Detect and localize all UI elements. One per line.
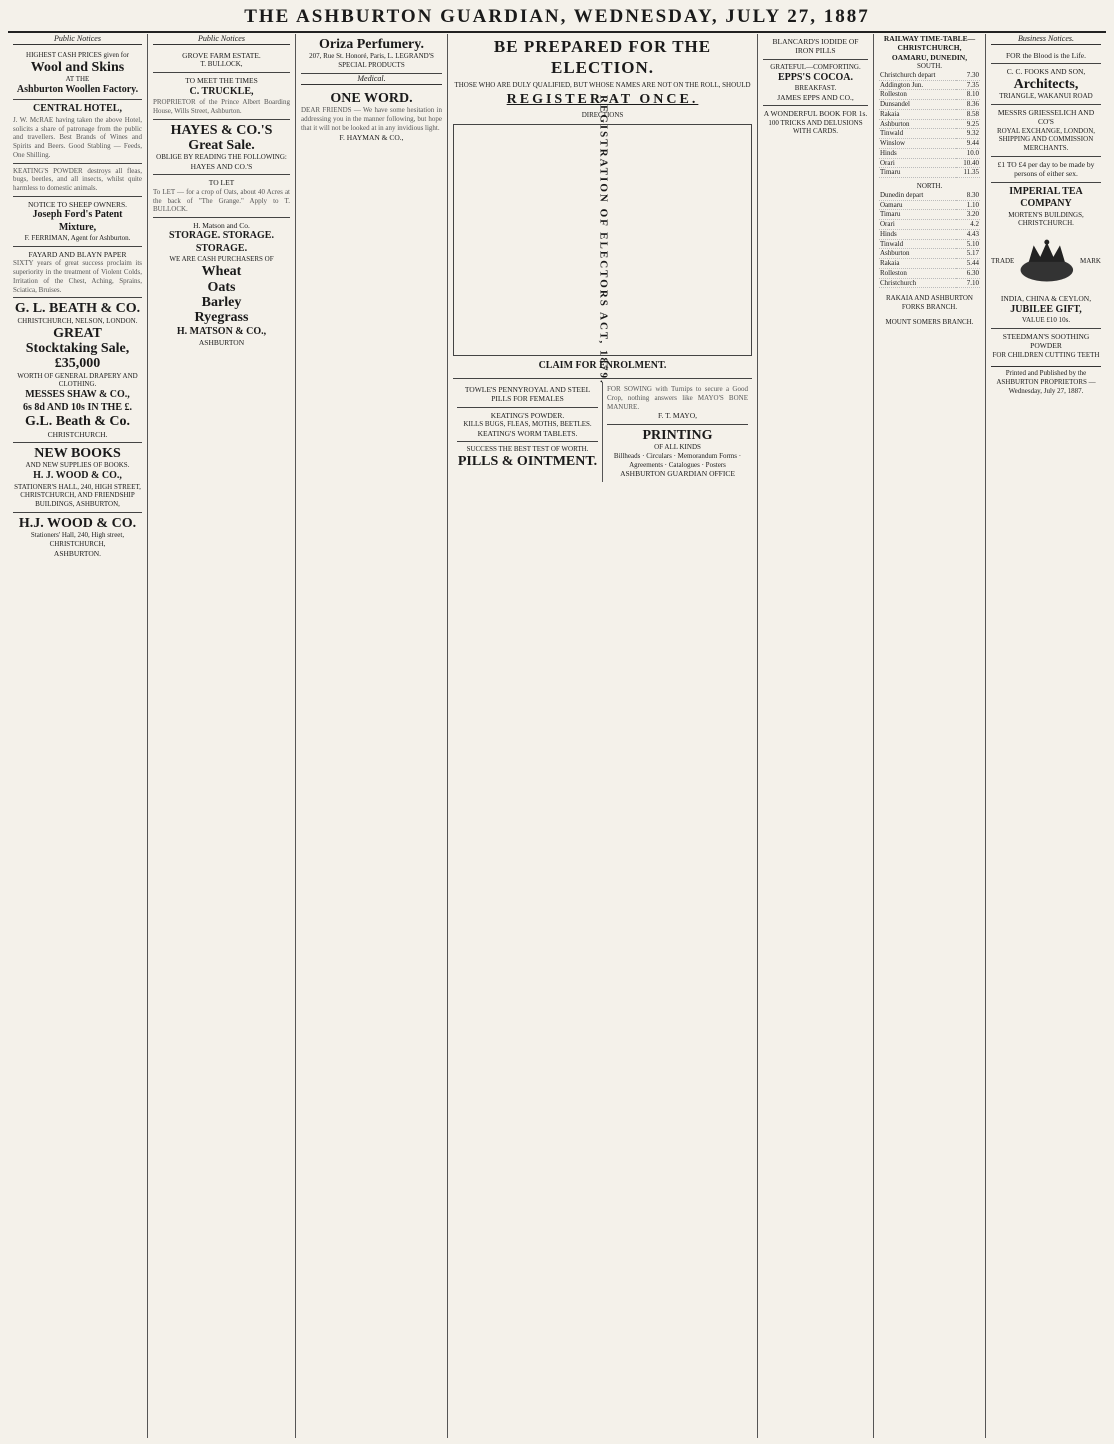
- columns: [8, 34, 1106, 1438]
- departure-time: 8.30: [956, 191, 980, 200]
- imprint-footer: Printed and Published by the ASHBURTON PROPRIETORS — Wednesday, July 27, 1887.: [991, 366, 1101, 395]
- departure-time: 3.20: [956, 210, 980, 220]
- timetable-row: [879, 139, 980, 149]
- grove-ad: [153, 48, 290, 73]
- departure-time: 6.30: [956, 268, 980, 278]
- timetable-row: [879, 268, 980, 278]
- cocoa-ad: [763, 60, 868, 106]
- blood-ad: [991, 48, 1101, 64]
- truckle-ad: [153, 73, 290, 119]
- ad-heading: H.J. WOOD & CO.: [18, 515, 137, 531]
- station-name: Rakaia: [879, 259, 956, 269]
- ad-heading: £1 TO £4 per day to be made by persons of either sex.: [997, 159, 1095, 179]
- ad-heading: H. MATSON & CO.,: [176, 325, 267, 337]
- tolet-ad: [153, 175, 290, 218]
- ad-heading: Architects,: [1013, 76, 1079, 92]
- towle-ad: [457, 382, 598, 408]
- ad-heading: Stocktaking Sale,: [25, 340, 130, 356]
- ad-text: AND NEW SUPPLIES OF BOOKS.: [25, 461, 130, 470]
- ad-body: FOR SOWING with Turnips to secure a Good Crop, nothing answers like MAYO'S BONE MANURE.: [607, 385, 748, 411]
- timetable-row: [879, 249, 980, 259]
- departure-time: 8.36: [956, 100, 980, 110]
- station-name: Rakaia: [879, 109, 956, 119]
- form-title: REGISTRATION OF ELECTORS ACT, 1879.: [597, 94, 610, 385]
- column-3: [296, 34, 448, 1438]
- departure-time: 5.44: [956, 259, 980, 269]
- ad-heading: H. J. WOOD & CO.,: [33, 470, 122, 482]
- ad-text: VALUE £10 10s.: [1021, 316, 1071, 325]
- ad-text: ASHBURTON: [198, 338, 245, 348]
- timetable-row: [879, 100, 980, 110]
- ad-heading: PILLS & OINTMENT.: [457, 454, 598, 469]
- ad-body: To LET — for a crop of Oats, about 40 Acres at the back of "The Grange." Apply to T. BULLOCK.: [153, 187, 290, 214]
- station-name: Ashburton: [879, 249, 956, 259]
- timetable-row: [879, 210, 980, 220]
- timetable-row: [879, 148, 980, 158]
- ad-heading: MESSES SHAW & CO.,: [25, 389, 130, 401]
- timetable-title: RAILWAY TIME-TABLE—CHRISTCHURCH, OAMARU, DUNEDIN,: [883, 34, 976, 62]
- station-name: Timaru: [879, 210, 956, 220]
- ad-text: Stationers' Hall, 240, High street, CHRISTCHURCH,: [30, 531, 125, 548]
- timetable-south: [879, 71, 980, 178]
- ad-text: SUCCESS THE BEST TEST OF WORTH.: [466, 445, 589, 454]
- ad-heading: G.L. Beath & Co.: [25, 414, 130, 430]
- departure-time: 10.0: [956, 148, 980, 158]
- departure-time: 5.10: [956, 239, 980, 249]
- timetable-row: [879, 191, 980, 200]
- ad-heading: Barley: [201, 294, 242, 310]
- timetable-section-label: MOUNT SOMERS BRANCH.: [885, 317, 974, 326]
- timetable-section-label: SOUTH.: [916, 62, 943, 71]
- ad-text: HAYES AND CO.'S: [190, 162, 253, 172]
- ad-text: OBLIGE BY READING THE FOLLOWING:: [156, 153, 287, 162]
- station-name: Orari: [879, 220, 956, 230]
- station-name: Dunedin depart: [879, 191, 956, 200]
- ad-body: KEATING'S POWDER destroys all fleas, bugs, beetles, and all insects, whilst quite harmless to domestic animals.: [13, 166, 142, 193]
- ad-text: KILLS BUGS, FLEAS, MOTHS, BEETLES.: [463, 420, 592, 429]
- timetable-row: [879, 158, 980, 168]
- timetable-row: [879, 119, 980, 129]
- station-name: Rolleston: [879, 90, 956, 100]
- mark-label: MARK: [1079, 256, 1101, 265]
- ad-heading: KEATING'S POWDER.: [490, 410, 565, 420]
- station-name: Tinwald: [879, 129, 956, 139]
- register-heading: REGISTER AT ONCE.: [506, 92, 699, 108]
- departure-time: 7.35: [956, 80, 980, 90]
- station-name: Addington Jun.: [879, 80, 956, 90]
- wood-ad: [13, 513, 142, 561]
- ad-heading: Wheat: [201, 264, 242, 280]
- ad-text: TRIANGLE, WAKANUI ROAD: [999, 92, 1093, 101]
- ad-text: WE ARE CASH PURCHASERS OF: [169, 255, 274, 264]
- departure-time: 9.44: [956, 139, 980, 149]
- blancard-ad: [763, 34, 868, 60]
- ad-heading: TO LET: [208, 178, 235, 188]
- trade-label: TRADE: [991, 256, 1015, 265]
- sheep-ad: [13, 197, 142, 247]
- section-header: Medical.: [301, 74, 442, 85]
- sub-column-1: [453, 382, 603, 482]
- timetable-row: [879, 229, 980, 239]
- departure-time: 8.58: [956, 109, 980, 119]
- ad-heading: Ashburton Woollen Factory.: [16, 83, 139, 95]
- ad-heading: PRINTING: [642, 427, 713, 443]
- ad-heading: GROVE FARM ESTATE.: [182, 51, 261, 60]
- departure-time: 8.10: [956, 90, 980, 100]
- ad-heading: STORAGE. STORAGE.: [169, 230, 274, 242]
- ad-text: F. T. MAYO,: [657, 411, 698, 421]
- trademark-row: [991, 228, 1101, 294]
- form-claim: CLAIM FOR ENROLMENT.: [538, 359, 667, 371]
- ad-text: 100 TRICKS AND DELUSIONS WITH CARDS.: [768, 118, 863, 136]
- ad-heading: Joseph Ford's Patent Mixture,: [32, 209, 123, 233]
- section-header: Business Notices.: [991, 34, 1101, 45]
- hotel-ad: [13, 100, 142, 163]
- ad-text: T. BULLOCK,: [200, 60, 243, 69]
- departure-time: 10.40: [956, 158, 980, 168]
- column-5: [758, 34, 874, 1438]
- timetable-row: [879, 259, 980, 269]
- keating-powder-ad: [457, 408, 598, 443]
- ad-heading: BLANCARD'S IODIDE OF IRON PILLS: [772, 37, 859, 56]
- books-ad: [13, 443, 142, 513]
- ad-body: PROPRIETOR of the Prince Albert Boarding House, Wills Street, Ashburton.: [153, 98, 290, 115]
- ad-heading: TO MEET THE TIMES: [185, 76, 258, 86]
- timetable-row: [879, 200, 980, 210]
- election-heading: BE PREPARED FOR THE ELECTION.: [493, 37, 712, 78]
- matson-ad: [153, 218, 290, 351]
- ad-heading: Ryegrass: [194, 310, 249, 326]
- ad-heading: JUBILEE GIFT,: [1010, 303, 1082, 315]
- timetable-north: [879, 191, 980, 289]
- station-name: Timaru: [879, 168, 956, 178]
- ad-text: CHRISTCHURCH, NELSON, LONDON.: [17, 316, 138, 325]
- ad-heading: NEW BOOKS: [34, 445, 121, 461]
- keating-ad: [13, 164, 142, 197]
- ad-text: F. HAYMAN & CO.,: [339, 132, 404, 142]
- printing-ad: [607, 425, 748, 482]
- ad-heading: C. TRUCKLE,: [189, 85, 254, 97]
- timetable-row: [879, 129, 980, 139]
- ad-heading: IMPERIAL TEA COMPANY: [1009, 185, 1083, 210]
- ad-heading: INDIA, CHINA & CEYLON,: [1000, 294, 1092, 304]
- ad-heading: A WONDERFUL BOOK FOR 1s.: [763, 109, 868, 119]
- page-title: THE ASHBURTON GUARDIAN, WEDNESDAY, JULY 27, 1887: [244, 6, 870, 27]
- station-name: Tinwald: [879, 239, 956, 249]
- timetable-row: [879, 71, 980, 80]
- departure-time: 4.43: [956, 229, 980, 239]
- ad-heading: EPPS'S COCOA.: [777, 71, 853, 83]
- wizard-ad: [763, 106, 868, 139]
- sub-columns: [453, 378, 752, 482]
- ad-heading: MESSRS GRIESSELICH AND CO'S: [997, 107, 1095, 127]
- departure-time: 1.10: [956, 200, 980, 210]
- ad-text: JAMES EPPS AND CO.,: [777, 92, 854, 102]
- timetable-row: [879, 90, 980, 100]
- column-2: [148, 34, 296, 1438]
- ad-body: J. W. McRAE having taken the above Hotel, solicits a share of patronage from the public and travellers. Best Brands of Wines and Spirits and Beers. Good Stabling — Feeds, One Shilling.: [13, 115, 142, 159]
- ad-heading: STEEDMAN'S SOOTHING POWDER: [1002, 331, 1090, 351]
- station-name: Ashburton: [879, 119, 956, 129]
- section-header: Public Notices: [13, 34, 142, 45]
- station-name: Rolleston: [879, 268, 956, 278]
- ad-heading: Great Sale.: [188, 137, 255, 153]
- ad-heading: HAYES & CO.'S: [170, 122, 273, 138]
- timetable-row: [879, 80, 980, 90]
- ad-heading: NOTICE TO SHEEP OWNERS.: [27, 199, 128, 209]
- ad-amount: £35,000: [54, 356, 101, 372]
- column-1: [8, 34, 148, 1438]
- departure-time: 7.30: [956, 71, 980, 80]
- ad-heading: FAYARD AND BLAYN PAPER: [28, 250, 127, 260]
- ad-text: CHRISTCHURCH.: [47, 429, 108, 439]
- ad-heading: Oats: [207, 279, 236, 295]
- departure-time: 11.35: [956, 168, 980, 178]
- ad-text: C. C. FOOKS AND SON,: [1006, 67, 1086, 77]
- ad-text: ASHBURTON GUARDIAN OFFICE: [620, 469, 735, 479]
- timetable-row: [879, 220, 980, 230]
- ad-heading: 6s 8d AND 10s IN THE £.: [22, 401, 132, 413]
- ad-heading: ONE WORD.: [330, 90, 413, 106]
- ad-text: HIGHEST CASH PRICES given for: [26, 51, 129, 59]
- pounds-ad: [991, 157, 1101, 183]
- directions-label: DIRECTIONS: [581, 110, 624, 119]
- ad-text: 207, Rue St. Honoré, Paris, L. LEGRAND'S SPECIAL PRODUCTS: [309, 52, 434, 70]
- ad-text: GRATEFUL—COMFORTING.: [770, 62, 861, 71]
- timetable-section-label: RAKAIA AND ASHBURTON FORKS BRANCH.: [886, 294, 973, 312]
- ad-text: H. Matson and Co.: [193, 221, 250, 231]
- ad-heading: GREAT: [53, 325, 102, 341]
- station-name: Orari: [879, 158, 956, 168]
- oriza-ad: [301, 34, 442, 74]
- masthead: [8, 6, 1106, 33]
- departure-time: 7.10: [956, 278, 980, 288]
- timetable-row: [879, 278, 980, 288]
- station-name: Winslow: [879, 139, 956, 149]
- ad-text: AT THE: [65, 75, 90, 84]
- ad-heading: TOWLE'S PENNYROYAL AND STEEL PILLS FOR FEMALES: [464, 385, 591, 404]
- crown-crest-icon: [1014, 232, 1080, 290]
- sowing-ad: [607, 382, 748, 425]
- departure-time: 9.32: [956, 129, 980, 139]
- steedman-ad: [991, 329, 1101, 363]
- station-name: Christchurch: [879, 278, 956, 288]
- ad-text: F. FERRIMAN, Agent for Ashburton.: [24, 234, 131, 243]
- ad-text: Billheads · Circulars · Memorandum Forms · Agreements · Catalogues · Posters: [613, 451, 742, 469]
- ad-heading: Oriza Perfumery.: [319, 37, 424, 52]
- timetable-row: [879, 168, 980, 178]
- station-name: Christchurch depart: [879, 71, 956, 80]
- station-name: Dunsandel: [879, 100, 956, 110]
- timetable-row: [879, 109, 980, 119]
- ad-body: DEAR FRIENDS — We have some hesitation in addressing you in the manner following, but hope that it will not be looked at in any invidious light.: [301, 106, 442, 132]
- column-7: [986, 34, 1106, 1438]
- timetable-row: [879, 239, 980, 249]
- tea-ad: [991, 183, 1101, 329]
- ad-heading: Wool and Skins: [30, 59, 125, 75]
- ad-text: WORTH OF GENERAL DRAPERY AND CLOTHING.: [17, 371, 138, 389]
- election-notice: [453, 36, 752, 385]
- ad-text: CHRISTCHURCH.: [1018, 219, 1074, 228]
- section-header: Public Notices: [153, 34, 290, 45]
- ad-text: ASHBURTON.: [53, 548, 102, 558]
- election-intro: THOSE WHO ARE DULY QUALIFIED, BUT WHOSE NAMES ARE NOT ON THE ROLL, SHOULD: [454, 80, 751, 89]
- ad-heading: G. L. BEATH & CO.: [14, 301, 141, 317]
- column-6: [874, 34, 986, 1438]
- departure-time: 4.2: [956, 220, 980, 230]
- sub-column-2: [603, 382, 752, 482]
- ad-text: OF ALL KINDS: [654, 443, 701, 452]
- station-name: Hinds: [879, 229, 956, 239]
- ad-text: STATIONER'S HALL, 240, HIGH STREET, CHRISTCHURCH, AND FRIENDSHIP BUILDINGS, ASHBURTON,: [14, 482, 141, 509]
- ad-heading: CENTRAL HOTEL,: [33, 103, 122, 115]
- departure-time: 9.25: [956, 119, 980, 129]
- ad-text: MORTEN'S BUILDINGS,: [1008, 210, 1084, 219]
- medical-ad: [301, 88, 442, 145]
- ad-heading: KEATING'S WORM TABLETS.: [477, 428, 578, 438]
- column-4: [448, 34, 758, 1438]
- ad-heading: STORAGE.: [195, 242, 248, 254]
- wool-ad: [13, 48, 142, 100]
- departure-time: 5.17: [956, 249, 980, 259]
- ad-text: BREAKFAST.: [794, 84, 837, 92]
- hayes-ad: [153, 120, 290, 176]
- ad-text: FOR CHILDREN CUTTING TEETH: [992, 350, 1100, 359]
- ad-text: ROYAL EXCHANGE, LONDON, SHIPPING AND COMMISSION MERCHANTS.: [996, 126, 1096, 153]
- timetable-section-label: NORTH.: [916, 182, 943, 191]
- griesselich-ad: [991, 105, 1101, 157]
- ad-body: SIXTY years of great success proclaim its superiority in the treatment of Violent Colds, Irritation of the Chest, Aching, Sprains, Sciatica, Bruises.: [13, 259, 142, 294]
- fooks-ad: [991, 64, 1101, 105]
- station-name: Oamaru: [879, 200, 956, 210]
- payard-ad: [13, 247, 142, 298]
- beath-ad: [13, 298, 142, 443]
- station-name: Hinds: [879, 148, 956, 158]
- holloway-ad: [457, 442, 598, 472]
- ad-heading: FOR the Blood is the Life.: [1006, 51, 1086, 60]
